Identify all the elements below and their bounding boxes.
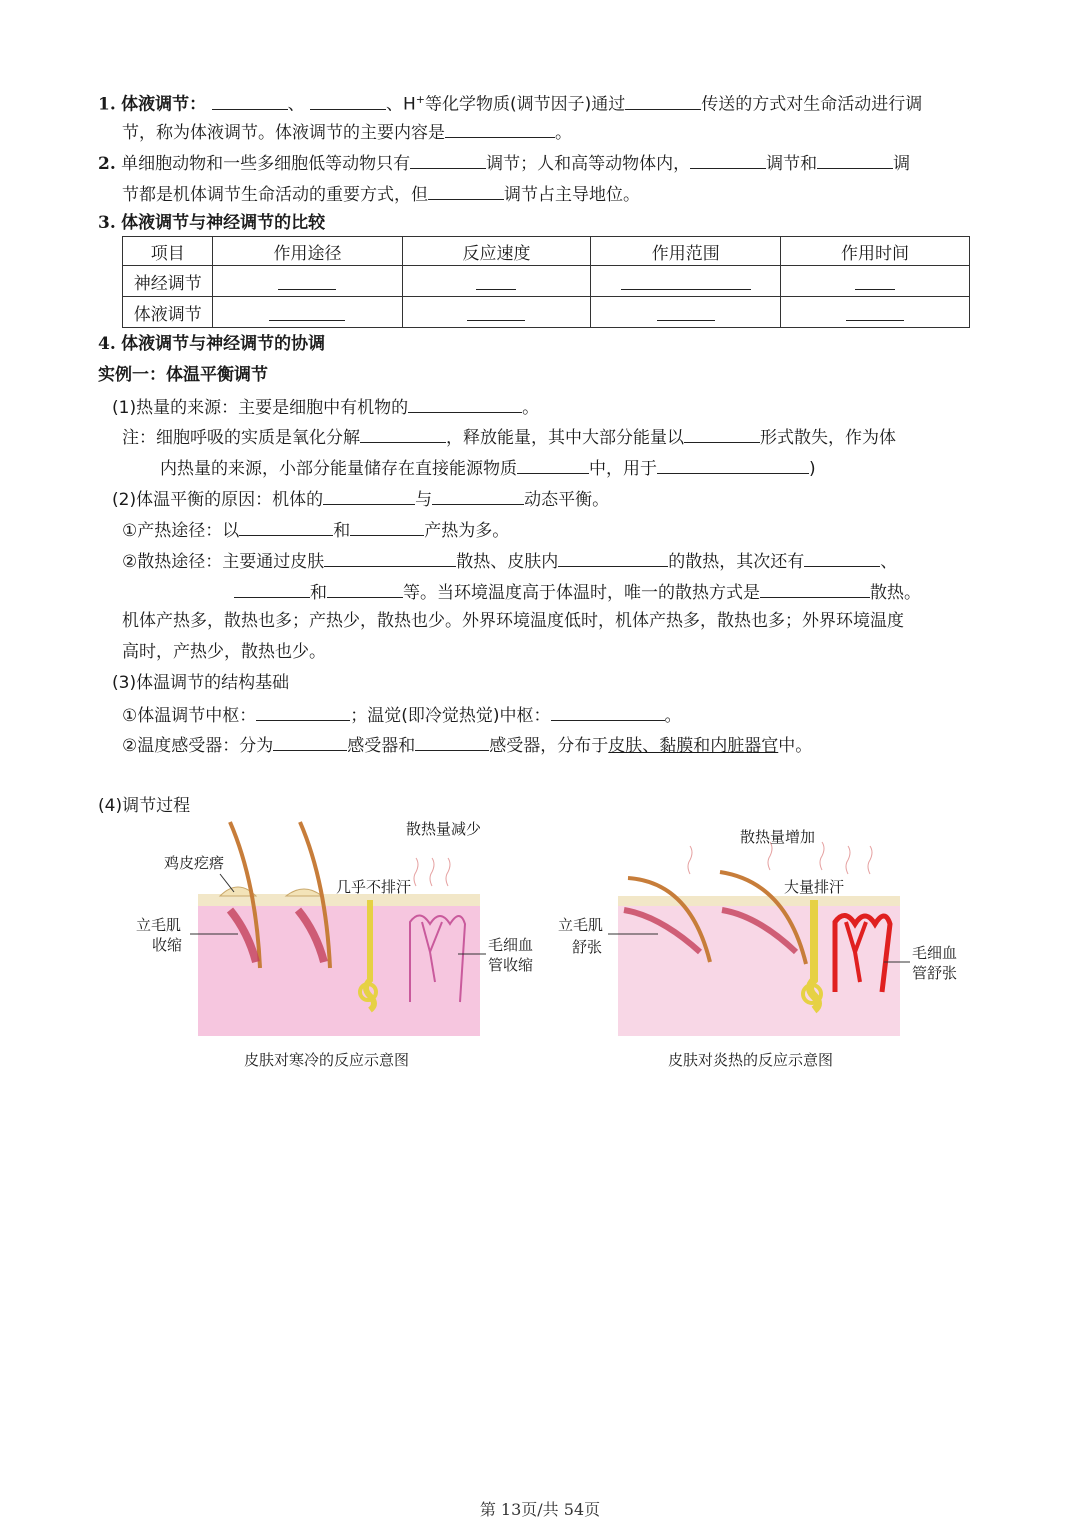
q3-heading	[98, 211, 325, 235]
blank[interactable]	[428, 181, 504, 200]
receptor-line	[122, 732, 812, 758]
table-row	[123, 297, 970, 328]
blank[interactable]	[445, 119, 555, 138]
receptor-text: 感受器和	[347, 736, 416, 756]
center-line	[122, 702, 682, 728]
q1-text: 等化学物质(调节因子)通过	[424, 94, 626, 115]
loss-text: 和	[310, 583, 327, 603]
cold-skin-diagram	[130, 812, 550, 1074]
cold-cap-label-2: 管收缩	[488, 956, 534, 974]
note-line1	[122, 424, 896, 450]
p3: (3)体温调节的结构基础	[112, 673, 290, 693]
loss-text: 等。当环境温度高于体温时，唯一的散热方式是	[403, 583, 760, 603]
blank[interactable]	[804, 548, 880, 567]
blank[interactable]	[350, 517, 424, 536]
p1-text: (1)热量的来源：主要是细胞中有机物的	[112, 398, 409, 418]
center-text: ①体温调节中枢：	[122, 706, 257, 726]
blank[interactable]	[558, 548, 668, 567]
p2-text: 动态平衡。	[524, 490, 610, 510]
row-label: 神经调节	[123, 266, 213, 297]
hot-caption: 皮肤对炎热的反应示意图	[668, 1051, 834, 1069]
q1-title: 体液调节：	[121, 94, 207, 115]
hot-muscle-label-2: 舒张	[572, 938, 603, 956]
blank[interactable]	[212, 91, 288, 110]
blank[interactable]	[256, 702, 350, 721]
q1-text: 节，称为体液调节。体液调节的主要内容是	[122, 123, 445, 143]
comparison-table	[122, 236, 970, 328]
blank[interactable]	[239, 517, 333, 536]
p2-text: (2)体温平衡的原因：机体的	[112, 490, 324, 510]
q2-text: 节都是机体调节生命活动的重要方式，但	[122, 185, 428, 205]
cold-muscle-label-2: 收缩	[152, 936, 183, 954]
goosebump	[286, 889, 322, 896]
p2	[112, 486, 609, 512]
q2-text: 调节；人和高等动物体内，	[486, 154, 691, 174]
table-cell[interactable]	[402, 297, 591, 328]
summary-line2: 高时，产热少，散热也少。	[122, 642, 326, 662]
loss-text: 、	[880, 552, 898, 572]
summary-line1: 机体产热多，散热也多；产热少，散热也少。外界环境温度低时，机体产热多，散热也多；外界环境温度	[122, 611, 904, 631]
p1	[112, 394, 539, 420]
loss-text: 散热、皮肤内	[456, 552, 559, 572]
q3-title: 体液调节与神经调节的比较	[121, 213, 326, 233]
blank[interactable]	[323, 486, 415, 505]
cold-heat-loss-label: 散热量减少	[406, 820, 482, 838]
table-cell[interactable]	[213, 266, 402, 297]
hot-heat-loss-label: 散热量增加	[740, 828, 816, 846]
note-text: )	[809, 459, 816, 479]
q4-number: 4.	[98, 334, 116, 354]
sweat-gland	[810, 900, 818, 1010]
receptor-text-underlined: 皮肤、黏膜和内脏器官	[608, 736, 779, 756]
q2-line2	[122, 181, 640, 207]
cold-sweat-label: 几乎不排汗	[336, 878, 412, 896]
heat-text: ①产热途径：以	[122, 521, 240, 541]
table-header: 项目	[123, 237, 213, 266]
table-cell[interactable]	[402, 266, 591, 297]
blank[interactable]	[408, 394, 522, 413]
blank[interactable]	[432, 486, 524, 505]
q2-text: 调	[893, 154, 911, 174]
note-text: 中，用于	[589, 459, 657, 479]
q2-line1	[98, 150, 910, 176]
hot-sweat-label: 大量排汗	[784, 878, 845, 896]
blank[interactable]	[273, 732, 347, 751]
blank[interactable]	[310, 91, 386, 110]
cold-caption: 皮肤对寒冷的反应示意图	[244, 1051, 410, 1069]
note-text: 形式散失，作为体	[760, 428, 896, 448]
q1-line1	[98, 88, 922, 117]
row-label: 体液调节	[123, 297, 213, 328]
heat-text: 产热为多。	[424, 521, 510, 541]
center-text: ；温觉(即冷觉热觉)中枢：	[350, 706, 551, 726]
blank[interactable]	[360, 424, 446, 443]
table-header-row	[123, 237, 970, 266]
hot-cap-label-2: 管舒张	[912, 964, 958, 982]
center-text: 。	[664, 706, 682, 726]
table-cell[interactable]	[213, 297, 402, 328]
q1-sup: +	[415, 93, 425, 106]
q1-number: 1.	[98, 94, 116, 115]
loss-text: 的散热，其次还有	[668, 552, 805, 572]
q2-number: 2.	[98, 154, 116, 174]
loss-text: 散热。	[870, 583, 921, 603]
table-cell[interactable]	[781, 266, 970, 297]
receptor-text: ②温度感受器：分为	[122, 736, 274, 756]
note-text: 注：细胞呼吸的实质是氧化分解	[122, 428, 360, 448]
blank[interactable]	[817, 150, 893, 169]
q2-text: 单细胞动物和一些多细胞低等动物只有	[121, 154, 411, 174]
blank[interactable]	[234, 579, 310, 598]
blank[interactable]	[410, 150, 486, 169]
q1-sep: 、	[287, 94, 305, 115]
q2-text: 调节和	[766, 154, 818, 174]
note-line2	[160, 455, 816, 481]
blank[interactable]	[327, 579, 403, 598]
skin-epidermis	[618, 896, 900, 906]
p2-text: 与	[415, 490, 433, 510]
cold-cap-label-1: 毛细血	[488, 936, 534, 954]
table-cell[interactable]	[591, 266, 781, 297]
blank[interactable]	[690, 150, 766, 169]
blank[interactable]	[324, 548, 456, 567]
blank[interactable]	[760, 579, 870, 598]
table-header: 作用途径	[213, 237, 402, 266]
receptor-text: 感受器，分布于	[489, 736, 609, 756]
table-cell[interactable]	[591, 297, 781, 328]
q2-text: 调节占主导地位。	[504, 185, 640, 205]
receptor-text: 中。	[778, 736, 813, 756]
q1-sep: 、H	[385, 94, 416, 115]
hot-cap-label-1: 毛细血	[912, 944, 958, 962]
q4-heading	[98, 332, 325, 356]
table-header: 作用时间	[781, 237, 970, 266]
hot-skin-diagram	[550, 812, 970, 1074]
q1-text: 传送的方式对生命活动进行调	[701, 94, 923, 115]
table-header: 反应速度	[402, 237, 591, 266]
q3-number: 3.	[98, 213, 116, 233]
blank[interactable]	[551, 702, 665, 721]
loss-text: ②散热途径：主要通过皮肤	[122, 552, 325, 572]
q1-text: 。	[555, 123, 572, 143]
q4-title: 体液调节与神经调节的协调	[121, 334, 326, 354]
page-footer: 第 13页/共 54页	[479, 1500, 601, 1519]
table-cell[interactable]	[781, 297, 970, 328]
loss-line1	[122, 548, 897, 574]
table-row	[123, 266, 970, 297]
hot-muscle-label-1: 立毛肌	[558, 916, 604, 934]
cold-muscle-label-1: 立毛肌	[136, 916, 182, 934]
heat-text: 和	[333, 521, 351, 541]
heat-wave	[688, 842, 872, 874]
heat-path	[122, 517, 509, 543]
note-text: ，释放能量，其中大部分能量以	[446, 428, 684, 448]
blank[interactable]	[625, 91, 701, 110]
example-title: 实例一：体温平衡调节	[98, 365, 268, 385]
blank[interactable]	[415, 732, 489, 751]
goosebumps-label: 鸡皮疙瘩	[164, 854, 225, 872]
blank[interactable]	[517, 455, 589, 474]
note-text: 内热量的来源，小部分能量储存在直接能源物质	[160, 459, 517, 479]
blank[interactable]	[657, 455, 809, 474]
table-header: 作用范围	[591, 237, 781, 266]
leader-line	[220, 874, 234, 892]
blank[interactable]	[684, 424, 760, 443]
heat-wave	[414, 858, 450, 886]
q1-line2	[122, 119, 572, 145]
loss-line2	[234, 579, 921, 605]
p1-text: 。	[522, 398, 540, 418]
p4: (4)调节过程	[98, 796, 191, 816]
